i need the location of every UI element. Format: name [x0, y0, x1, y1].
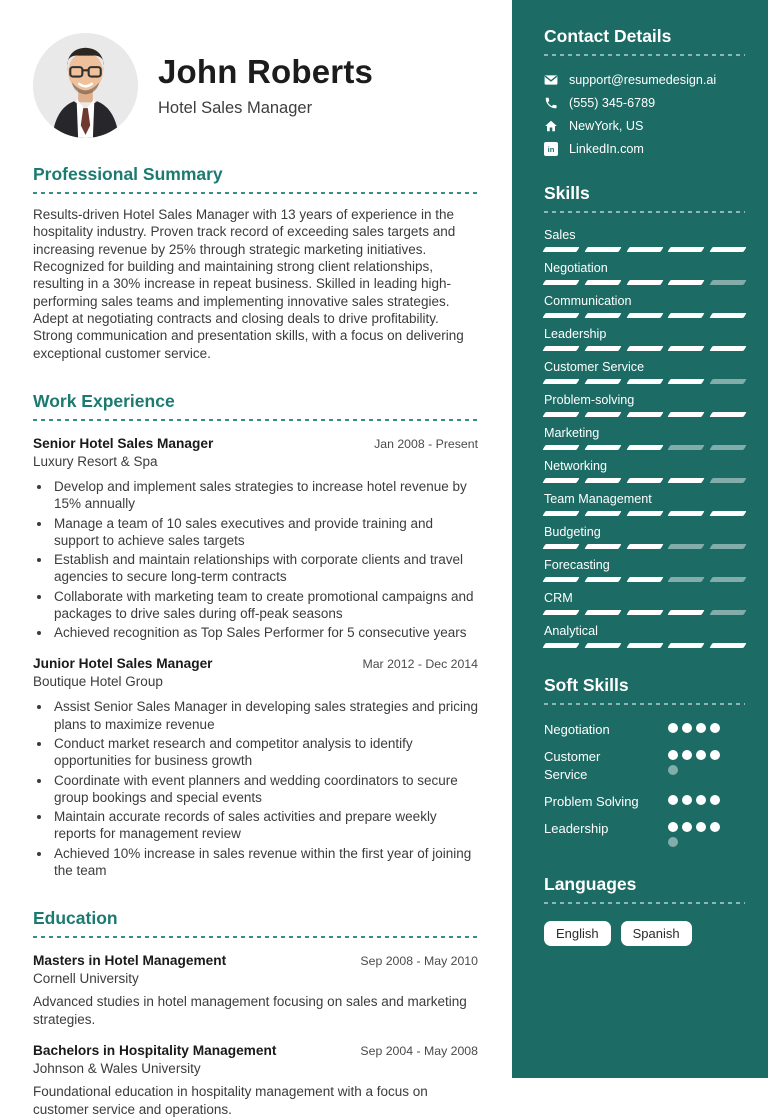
summary-heading: Professional Summary: [33, 164, 223, 184]
contact-text: support@resumedesign.ai: [569, 73, 717, 87]
bar-segment-partial: [709, 280, 746, 285]
bar-segment-partial: [709, 478, 746, 483]
skill-bar: [544, 247, 745, 252]
skill-item: [544, 327, 745, 351]
degree-dates: Sep 2004 - May 2008: [360, 1044, 478, 1059]
experience-section: [33, 391, 478, 879]
bar-segment-filled: [542, 544, 579, 549]
bar-segment-filled: [542, 478, 579, 483]
phone-icon: [544, 96, 558, 110]
skill-label: Sales: [544, 228, 576, 242]
job-dates: Jan 2008 - Present: [374, 437, 478, 452]
skill-bar: [544, 313, 745, 318]
bar-segment-partial: [709, 544, 746, 549]
skill-item: [544, 360, 745, 384]
experience-heading: Work Experience: [33, 391, 175, 412]
bar-segment-filled: [584, 643, 621, 648]
contact-heading: Contact Details: [544, 26, 672, 46]
soft-skills-section: [544, 675, 745, 847]
dot-filled: [696, 750, 706, 760]
bar-segment-filled: [584, 511, 621, 516]
bar-segment-filled: [626, 280, 663, 285]
bar-segment-filled: [668, 280, 705, 285]
bar-segment-filled: [542, 247, 579, 252]
dashed-divider: [544, 211, 745, 213]
bar-segment-filled: [626, 346, 663, 351]
skill-bar: [544, 511, 745, 516]
svg-text:in: in: [547, 145, 555, 155]
bar-segment-filled: [668, 379, 705, 384]
dot-faded: [668, 765, 678, 775]
bar-segment-filled: [542, 445, 579, 450]
contact-text: LinkedIn.com: [569, 142, 644, 156]
bar-segment-filled: [542, 313, 579, 318]
bar-segment-filled: [668, 412, 705, 417]
bar-segment-filled: [668, 511, 705, 516]
soft-skills-heading: Soft Skills: [544, 675, 629, 695]
skill-label: Communication: [544, 294, 632, 308]
soft-skill-item: [544, 721, 745, 739]
skill-label: Networking: [544, 459, 607, 473]
dot-filled: [682, 822, 692, 832]
bullet-item: • Develop and implement sales strategies to increase hotel revenue by 15% annually: [52, 478, 478, 513]
bar-segment-filled: [626, 577, 663, 582]
skills-heading: Skills: [544, 183, 590, 203]
bar-segment-filled: [709, 643, 746, 648]
dot-filled: [682, 795, 692, 805]
bar-segment-filled: [584, 313, 621, 318]
bar-segment-filled: [668, 247, 705, 252]
skill-item: [544, 426, 745, 450]
skill-bar: [544, 379, 745, 384]
skill-item: [544, 591, 745, 615]
bar-segment-filled: [584, 478, 621, 483]
bar-segment-filled: [709, 313, 746, 318]
bar-segment-filled: [584, 346, 621, 351]
bar-segment-filled: [626, 247, 663, 252]
person-title: Hotel Sales Manager: [158, 99, 313, 117]
bullet-item: • Coordinate with event planners and wedding coordinators to secure group bookings and special events: [52, 772, 478, 807]
dot-filled: [710, 723, 720, 733]
mail-icon: [544, 73, 558, 87]
dot-filled: [710, 795, 720, 805]
contact-section: [544, 26, 745, 156]
skill-label: CRM: [544, 591, 573, 605]
bar-segment-partial: [709, 577, 746, 582]
bar-segment-filled: [626, 445, 663, 450]
job-dates: Mar 2012 - Dec 2014: [362, 657, 478, 672]
skill-label: Marketing: [544, 426, 600, 440]
skill-label: Negotiation: [544, 261, 608, 275]
bar-segment-filled: [542, 379, 579, 384]
education-entry: [33, 953, 478, 1028]
skill-item: [544, 294, 745, 318]
skill-bar: [544, 610, 745, 615]
skill-item: [544, 459, 745, 483]
dot-filled: [668, 723, 678, 733]
dot-filled: [710, 750, 720, 760]
bullet-item: • Assist Senior Sales Manager in developing sales strategies and pricing plans to maximize revenue: [52, 698, 478, 733]
languages-list: [544, 921, 745, 946]
skill-item: [544, 525, 745, 549]
summary-section: [33, 164, 478, 362]
person-name: John Roberts: [158, 53, 374, 90]
skill-label: Customer Service: [544, 360, 645, 374]
skill-bar: [544, 544, 745, 549]
dot-filled: [668, 822, 678, 832]
bar-segment-filled: [626, 313, 663, 318]
school-name: Johnson & Wales University: [33, 1061, 201, 1077]
job-title-row: [33, 656, 478, 671]
bar-segment-filled: [668, 313, 705, 318]
dot-filled: [682, 723, 692, 733]
education-section: [33, 908, 478, 1118]
dashed-divider: [33, 419, 478, 421]
soft-skill-label: Negotiation: [544, 722, 610, 737]
dot-filled: [668, 795, 678, 805]
bar-segment-filled: [542, 643, 579, 648]
bar-segment-filled: [709, 511, 746, 516]
bar-segment-filled: [626, 412, 663, 417]
bar-segment-filled: [584, 610, 621, 615]
soft-skills-list: [544, 721, 745, 847]
bar-segment-partial: [668, 544, 705, 549]
bar-segment-filled: [584, 379, 621, 384]
job-title-row: [33, 436, 478, 451]
avatar-photo: [33, 33, 138, 138]
bar-segment-partial: [709, 610, 746, 615]
bar-segment-filled: [626, 511, 663, 516]
bar-segment-filled: [542, 280, 579, 285]
soft-skill-dots: [668, 793, 724, 805]
dashed-divider: [33, 192, 478, 194]
skill-item: [544, 624, 745, 648]
dot-filled: [696, 822, 706, 832]
skills-list: [544, 228, 745, 648]
education-description: Foundational education in hospitality management with a focus on customer service and operations.: [33, 1084, 428, 1117]
degree-title-row: [33, 953, 478, 968]
skill-bar: [544, 577, 745, 582]
soft-skill-dots: [668, 721, 724, 733]
bullet-item: • Maintain accurate records of sales activities and prepare weekly reports for management review: [52, 808, 478, 843]
skill-item: [544, 261, 745, 285]
skill-bar: [544, 280, 745, 285]
dashed-divider: [544, 703, 745, 705]
bar-segment-partial: [668, 577, 705, 582]
dot-filled: [696, 795, 706, 805]
soft-skill-label: Customer Service: [544, 748, 601, 782]
bar-segment-filled: [709, 247, 746, 252]
bar-segment-filled: [584, 544, 621, 549]
job-company: Luxury Resort & Spa: [33, 454, 158, 470]
job-title: Junior Hotel Sales Manager: [33, 656, 213, 672]
linkedin-icon: [544, 142, 558, 156]
education-entry: [33, 1043, 478, 1118]
dashed-divider: [544, 54, 745, 56]
dot-filled: [696, 723, 706, 733]
bar-segment-filled: [542, 577, 579, 582]
bar-segment-filled: [584, 445, 621, 450]
soft-skill-dots: [668, 748, 724, 775]
header: [33, 33, 478, 138]
skill-bar: [544, 643, 745, 648]
education-heading: Education: [33, 908, 118, 929]
bar-segment-filled: [542, 610, 579, 615]
bar-segment-filled: [668, 643, 705, 648]
bar-segment-filled: [668, 346, 705, 351]
degree-dates: Sep 2008 - May 2010: [360, 954, 478, 969]
soft-skill-item: [544, 793, 745, 811]
bar-segment-filled: [542, 346, 579, 351]
skill-bar: [544, 346, 745, 351]
job-entry: [33, 436, 478, 641]
skill-bar: [544, 412, 745, 417]
bar-segment-filled: [626, 379, 663, 384]
dot-filled: [682, 750, 692, 760]
skill-label: Budgeting: [544, 525, 601, 539]
sidebar: [512, 0, 768, 1078]
skill-bar: [544, 445, 745, 450]
contact-item[interactable]: [544, 119, 745, 133]
job-bullets: [52, 478, 478, 641]
skills-section: [544, 183, 745, 648]
avatar-illustration: [33, 33, 138, 138]
bar-segment-partial: [668, 445, 705, 450]
skill-label: Forecasting: [544, 558, 610, 572]
bar-segment-filled: [626, 478, 663, 483]
bullet-item: • Achieved 10% increase in sales revenue within the first year of joining the team: [52, 845, 478, 880]
bullet-item: • Collaborate with marketing team to create promotional campaigns and packages to drive sales during off-peak seasons: [52, 588, 478, 623]
school-name: Cornell University: [33, 971, 139, 987]
skill-item: [544, 228, 745, 252]
bar-segment-partial: [709, 379, 746, 384]
degree-title-row: [33, 1043, 478, 1058]
bar-segment-filled: [584, 577, 621, 582]
soft-skill-item: [544, 748, 745, 784]
dot-filled: [710, 822, 720, 832]
bar-segment-filled: [584, 280, 621, 285]
bullet-item: • Establish and maintain relationships with corporate clients and travel agencies to secure long-term contracts: [52, 551, 478, 586]
soft-skill-dots: [668, 820, 724, 847]
bar-segment-filled: [626, 544, 663, 549]
soft-skill-item: [544, 820, 745, 847]
skill-label: Analytical: [544, 624, 598, 638]
language-pill: English: [544, 921, 611, 946]
skill-label: Problem-solving: [544, 393, 635, 407]
skill-item: [544, 492, 745, 516]
home-icon: [544, 119, 558, 133]
bar-segment-filled: [668, 610, 705, 615]
header-text: [158, 53, 373, 118]
contact-text: (555) 345-6789: [569, 96, 656, 110]
bullet-item: • Manage a team of 10 sales executives and provide training and support to achieve sales targets: [52, 515, 478, 550]
skill-label: Leadership: [544, 327, 607, 341]
bar-segment-filled: [584, 247, 621, 252]
job-entry: [33, 656, 478, 879]
bullet-item: • Conduct market research and competitor analysis to identify opportunities for business growth: [52, 735, 478, 770]
contact-item[interactable]: [544, 142, 745, 156]
bar-segment-filled: [668, 478, 705, 483]
dot-faded: [668, 837, 678, 847]
bar-segment-filled: [626, 610, 663, 615]
bar-segment-filled: [626, 643, 663, 648]
bar-segment-filled: [542, 511, 579, 516]
contact-item[interactable]: [544, 96, 745, 110]
contact-item[interactable]: [544, 73, 745, 87]
languages-section: [544, 874, 745, 946]
contact-text: NewYork, US: [569, 119, 644, 133]
job-title: Senior Hotel Sales Manager: [33, 436, 214, 452]
dot-filled: [668, 750, 678, 760]
skill-bar: [544, 478, 745, 483]
soft-skill-label: Leadership: [544, 820, 609, 836]
job-bullets: [52, 698, 478, 879]
language-pill: Spanish: [621, 921, 692, 946]
skill-item: [544, 393, 745, 417]
bar-segment-filled: [709, 412, 746, 417]
job-company: Boutique Hotel Group: [33, 674, 163, 690]
degree-title: Masters in Hotel Management: [33, 953, 227, 969]
skill-item: [544, 558, 745, 582]
bar-segment-partial: [709, 445, 746, 450]
bullet-item: • Achieved recognition as Top Sales Performer for 5 consecutive years: [52, 624, 478, 641]
dashed-divider: [33, 936, 478, 938]
bar-segment-filled: [584, 412, 621, 417]
summary-text: Results-driven Hotel Sales Manager with 13 years of experience in the hospitality industry. Proven track record of exceeding sales targets and increasing revenue by 25% through strategic marketing initiatives. Recognized for building and maintaining strong client relationships, resulting in a 30% increase in repeat business. Skilled in leading high-performing sales teams and implementing innovative sales strategies. Adept at negotiating contracts and closing deals to drive profitability. Strong communication and presentation skills, with a focus on delivering exceptional customer service.: [33, 207, 464, 361]
education-description: Advanced studies in hotel management focusing on sales and marketing strategies.: [33, 994, 467, 1027]
contact-list: [544, 73, 745, 156]
degree-title: Bachelors in Hospitality Management: [33, 1043, 277, 1059]
soft-skill-label: Problem Solving: [544, 793, 639, 809]
dashed-divider: [544, 902, 745, 904]
skill-label: Team Management: [544, 492, 652, 506]
languages-heading: Languages: [544, 873, 637, 894]
bar-segment-filled: [709, 346, 746, 351]
bar-segment-filled: [542, 412, 579, 417]
